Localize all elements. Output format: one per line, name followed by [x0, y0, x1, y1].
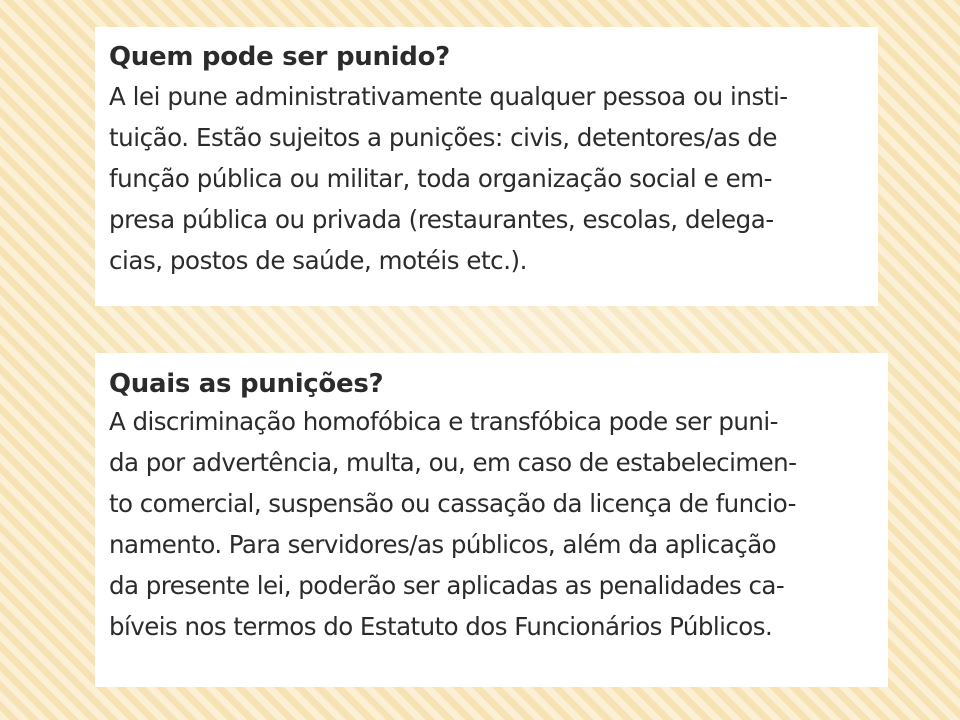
text-card-who-can-be-punished: [95, 27, 878, 306]
body-line: tuição. Estão sujeitos a punições: civis, detentores/as de: [109, 123, 777, 152]
body-line: cias, postos de saúde, motéis etc.).: [109, 246, 527, 275]
text-card-punishments: [95, 353, 888, 687]
section-heading: Quem pode ser punido?: [109, 42, 450, 72]
body-line: A discriminação homofóbica e transfóbica pode ser puni-: [109, 407, 778, 436]
body-line: da presente lei, poderão ser aplicadas as penalidades ca-: [109, 571, 785, 600]
body-line: função pública ou militar, toda organização social e em-: [109, 164, 773, 193]
body-line: namento. Para servidores/as públicos, além da aplicação: [109, 530, 777, 559]
section-body: [109, 401, 888, 647]
body-line: da por advertência, multa, ou, em caso de estabelecimen-: [109, 448, 797, 477]
body-line: bíveis nos termos do Estatuto dos Funcionários Públicos.: [109, 612, 773, 641]
body-line: to comercial, suspensão ou cassação da licença de funcio-: [109, 489, 796, 518]
section-body: [109, 76, 878, 281]
body-line: A lei pune administrativamente qualquer pessoa ou insti-: [109, 82, 788, 111]
body-line: presa pública ou privada (restaurantes, escolas, delega-: [109, 205, 774, 234]
section-heading: Quais as punições?: [109, 369, 384, 399]
